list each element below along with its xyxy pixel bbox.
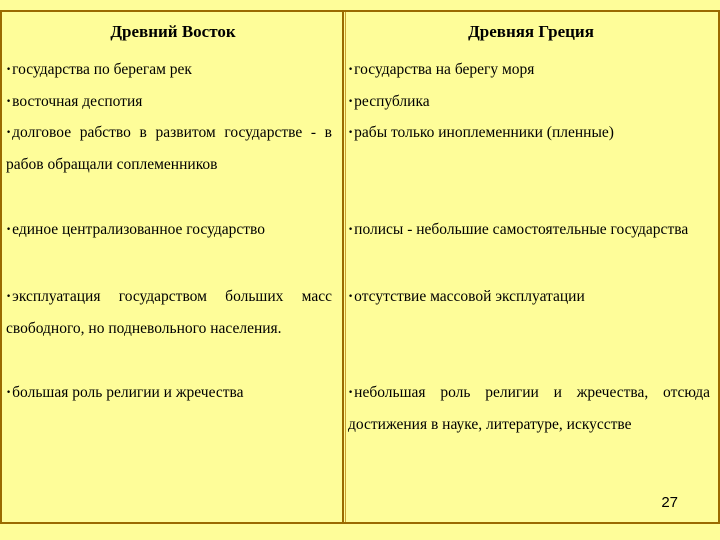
table-cell-right: · государства на берегу моря [348, 54, 712, 86]
page-number: 27 [661, 494, 678, 511]
table-cell-right: · рабы только иноплеменники (пленные) [348, 117, 716, 149]
column-divider [342, 10, 344, 524]
table-cell-left: · долговое рабство в развитом государстве - в рабов обращали соплеменников [6, 117, 332, 181]
table-cell-right: · отсутствие массовой эксплуатации [348, 281, 712, 313]
header-ancient-east: Древний Восток [110, 22, 236, 41]
header-ancient-greece: Древняя Греция [468, 22, 594, 41]
column-divider-inner [345, 12, 346, 522]
table-cell-right: · полисы - небольшие самостоятельные государства [348, 214, 712, 246]
table-cell-right: · небольшая роль религии и жречества, отсюда достижения в науке, литературе, искусстве [348, 377, 710, 441]
table-left-border [0, 10, 2, 524]
table-cell-left: · единое централизованное государство [6, 214, 336, 246]
table-cell-left: · эксплуатация государством больших масс свободного, но подневольного населения. [6, 281, 332, 345]
table-cell-left: · восточная деспотия [6, 86, 336, 118]
table-cell-left: · большая роль религии и жречества [6, 377, 336, 409]
table-cell-right: · республика [348, 86, 712, 118]
table-cell-left: · государства по берегам рек [6, 54, 336, 86]
